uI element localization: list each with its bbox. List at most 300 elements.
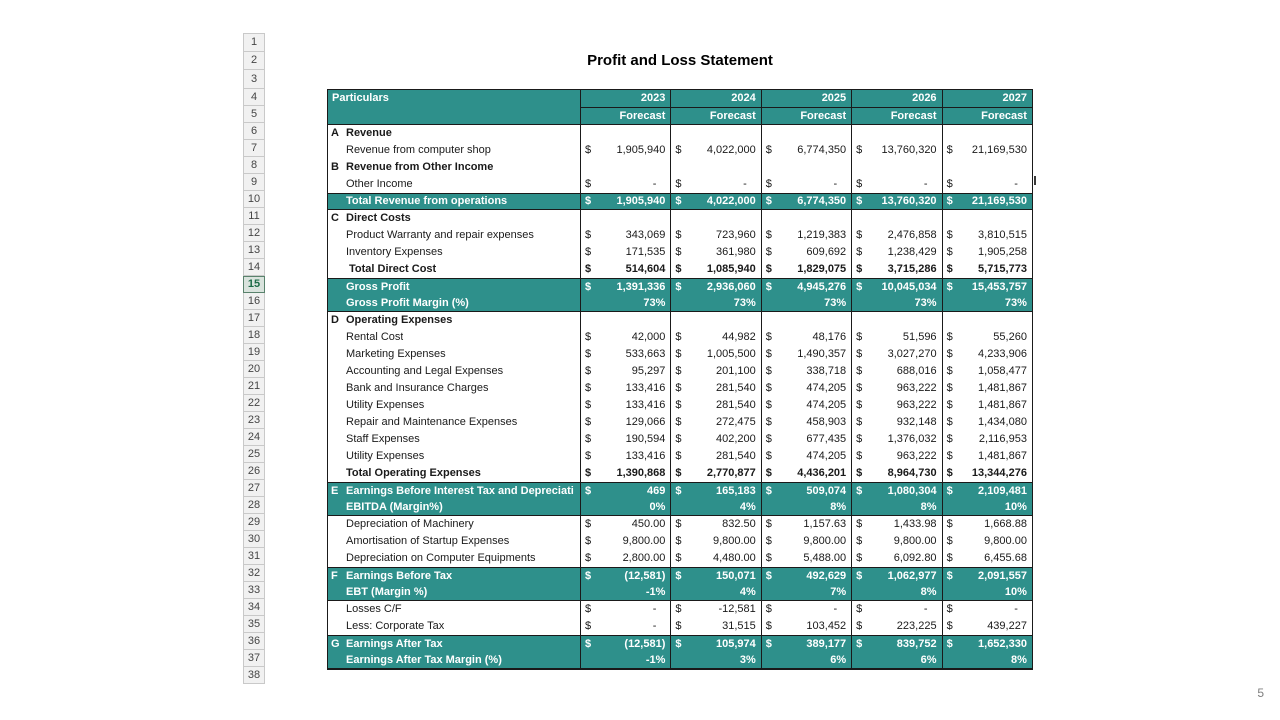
cell-money-32-1[interactable]	[670, 568, 760, 584]
cell-money-20-0[interactable]	[580, 363, 670, 380]
cell-pct-28-4[interactable]	[942, 499, 1032, 515]
header-forecast-2027[interactable]: Forecast	[942, 107, 1032, 124]
row-number-20[interactable]: 20	[243, 361, 265, 378]
cell-label-8[interactable]	[328, 159, 580, 176]
row-number-6[interactable]: 6	[243, 123, 265, 140]
cell-money-36-0[interactable]	[580, 636, 670, 652]
cell-pct-37-4[interactable]	[942, 652, 1032, 668]
cell-money-20-4[interactable]	[942, 363, 1032, 380]
cell-money-13-1[interactable]	[670, 244, 760, 261]
row-number-7[interactable]: 7	[243, 140, 265, 157]
cell-money-13-4[interactable]	[942, 244, 1032, 261]
cell-money-32-2[interactable]	[761, 568, 851, 584]
cell-money-12-3[interactable]	[851, 227, 941, 244]
cell-money-7-1[interactable]	[670, 142, 760, 159]
cell-label-27[interactable]	[328, 483, 580, 499]
money-value: 171,535	[625, 246, 666, 258]
cell-money-12-1[interactable]	[670, 227, 760, 244]
cell-pct-33-4[interactable]	[942, 584, 1032, 600]
cell-money-11-1[interactable]	[670, 210, 760, 227]
money-value: 6,092.80	[893, 552, 937, 564]
cell-money-6-0[interactable]	[580, 125, 670, 142]
currency-symbol: $	[946, 518, 953, 530]
currency-symbol: $	[765, 195, 772, 207]
cell-money-23-1[interactable]	[670, 414, 760, 431]
cell-money-15-0[interactable]	[580, 279, 670, 295]
cell-label-30[interactable]	[328, 533, 580, 550]
cell-money-34-3[interactable]	[851, 601, 941, 618]
cell-money-35-0[interactable]	[580, 618, 670, 635]
currency-symbol: $	[585, 552, 592, 564]
cell-label-21[interactable]	[328, 380, 580, 397]
row-number-35[interactable]: 35	[243, 616, 265, 633]
row-number-3[interactable]: 3	[243, 70, 265, 89]
cell-label-10[interactable]	[328, 194, 580, 209]
row-number-2[interactable]: 2	[243, 52, 265, 71]
cell-money-20-1[interactable]	[670, 363, 760, 380]
money-value: 190,594	[625, 433, 666, 445]
row-number-16[interactable]: 16	[243, 293, 265, 310]
cell-money-21-3[interactable]	[851, 380, 941, 397]
currency-symbol: $	[765, 552, 772, 564]
cell-money-7-4[interactable]	[942, 142, 1032, 159]
row-number-13[interactable]: 13	[243, 242, 265, 259]
header-forecast-2023[interactable]: Forecast	[580, 107, 670, 124]
row-number-12[interactable]: 12	[243, 225, 265, 242]
money-value: 1,005,500	[706, 348, 756, 360]
cell-money-15-2[interactable]	[761, 279, 851, 295]
row-number-19[interactable]: 19	[243, 344, 265, 361]
cell-money-24-0[interactable]	[580, 431, 670, 448]
currency-symbol: $	[675, 263, 682, 275]
cell-pct-28-3[interactable]	[851, 499, 941, 515]
cell-label-19[interactable]	[328, 346, 580, 363]
cell-money-21-0[interactable]	[580, 380, 670, 397]
cell-money-36-2[interactable]	[761, 636, 851, 652]
cell-money-18-0[interactable]	[580, 329, 670, 346]
cell-money-20-3[interactable]	[851, 363, 941, 380]
cell-money-25-3[interactable]	[851, 448, 941, 465]
row-number-9[interactable]: 9	[243, 174, 265, 191]
cell-money-12-4[interactable]	[942, 227, 1032, 244]
row-number-14[interactable]: 14	[243, 259, 265, 276]
cell-money-24-4[interactable]	[942, 431, 1032, 448]
cell-money-22-2[interactable]	[761, 397, 851, 414]
cell-money-19-0[interactable]	[580, 346, 670, 363]
cell-money-23-4[interactable]	[942, 414, 1032, 431]
currency-symbol: $	[856, 348, 863, 360]
cell-money-9-1[interactable]	[670, 176, 760, 193]
cell-money-22-0[interactable]	[580, 397, 670, 414]
money-value: 402,200	[716, 433, 756, 445]
cell-label-20[interactable]	[328, 363, 580, 380]
cell-label-18[interactable]	[328, 329, 580, 346]
cell-money-9-0[interactable]	[580, 176, 670, 193]
cell-pct-28-1[interactable]	[670, 499, 760, 515]
cell-money-12-2[interactable]	[761, 227, 851, 244]
header-forecast-2026[interactable]: Forecast	[851, 107, 941, 124]
cell-money-12-0[interactable]	[580, 227, 670, 244]
row-label: Earnings Before Tax	[346, 569, 453, 582]
cell-money-19-1[interactable]	[670, 346, 760, 363]
cell-label-11[interactable]	[328, 210, 580, 227]
cell-money-21-4[interactable]	[942, 380, 1032, 397]
row-number-17[interactable]: 17	[243, 310, 265, 327]
cell-money-17-1[interactable]	[670, 312, 760, 329]
cell-money-24-3[interactable]	[851, 431, 941, 448]
currency-symbol: $	[585, 603, 592, 615]
cell-money-26-3[interactable]	[851, 465, 941, 482]
cell-money-18-1[interactable]	[670, 329, 760, 346]
money-value: 1,238,429	[887, 246, 937, 258]
currency-symbol: $	[765, 263, 772, 275]
money-value: 723,960	[716, 229, 756, 241]
cell-label-37[interactable]	[328, 652, 580, 668]
cell-money-23-2[interactable]	[761, 414, 851, 431]
cell-money-29-3[interactable]	[851, 516, 941, 533]
cell-label-25[interactable]	[328, 448, 580, 465]
cell-money-8-4[interactable]	[942, 159, 1032, 176]
pct-value: 4%	[739, 585, 756, 598]
cell-pct-33-0[interactable]	[580, 584, 670, 600]
cell-money-31-3[interactable]	[851, 550, 941, 567]
section-letter: A	[331, 127, 339, 139]
cell-money-30-2[interactable]	[761, 533, 851, 550]
header-particulars[interactable]: Particulars	[332, 91, 389, 104]
cell-money-36-4[interactable]	[942, 636, 1032, 652]
row-number-38[interactable]: 38	[243, 667, 265, 684]
pct-value: 7%	[830, 585, 847, 598]
cell-money-32-0[interactable]	[580, 568, 670, 584]
cell-money-17-4[interactable]	[942, 312, 1032, 329]
row-number-1[interactable]: 1	[243, 33, 265, 52]
cell-money-13-3[interactable]	[851, 244, 941, 261]
cell-label-32[interactable]	[328, 568, 580, 584]
row-number-31[interactable]: 31	[243, 548, 265, 565]
money-value: 1,481,867	[978, 399, 1027, 411]
currency-symbol: $	[675, 603, 682, 615]
row-number-8[interactable]: 8	[243, 157, 265, 174]
cell-money-22-3[interactable]	[851, 397, 941, 414]
cell-label-28[interactable]	[328, 499, 580, 515]
cell-money-32-4[interactable]	[942, 568, 1032, 584]
cell-label-7[interactable]	[328, 142, 580, 159]
money-value: 688,016	[896, 365, 937, 377]
cell-money-17-3[interactable]	[851, 312, 941, 329]
row-number-5[interactable]: 5	[243, 106, 265, 123]
cell-label-13[interactable]	[328, 244, 580, 261]
cell-money-25-4[interactable]	[942, 448, 1032, 465]
cell-money-10-2[interactable]	[761, 194, 851, 209]
row-number-22[interactable]: 22	[243, 395, 265, 412]
currency-symbol: $	[856, 246, 863, 258]
cell-label-16[interactable]	[328, 295, 580, 311]
row-label: Utility Expenses	[346, 399, 425, 411]
cell-pct-37-3[interactable]	[851, 652, 941, 668]
row-number-10[interactable]: 10	[243, 191, 265, 208]
table-row-17	[328, 312, 1032, 329]
cell-pct-16-0[interactable]	[580, 295, 670, 311]
currency-symbol: $	[585, 535, 592, 547]
cell-money-6-2[interactable]	[761, 125, 851, 142]
cell-label-35[interactable]	[328, 618, 580, 635]
cell-money-22-1[interactable]	[670, 397, 760, 414]
cell-label-34[interactable]	[328, 601, 580, 618]
cell-money-26-2[interactable]	[761, 465, 851, 482]
cell-label-29[interactable]	[328, 516, 580, 533]
cell-money-14-4[interactable]	[942, 261, 1032, 278]
row-number-18[interactable]: 18	[243, 327, 265, 344]
row-number-33[interactable]: 33	[243, 582, 265, 599]
cell-money-36-3[interactable]	[851, 636, 941, 652]
cell-money-21-2[interactable]	[761, 380, 851, 397]
currency-symbol: $	[856, 552, 863, 564]
cell-money-21-1[interactable]	[670, 380, 760, 397]
cell-label-26[interactable]	[328, 465, 580, 482]
cell-money-11-0[interactable]	[580, 210, 670, 227]
row-number-24[interactable]: 24	[243, 429, 265, 446]
cell-money-30-3[interactable]	[851, 533, 941, 550]
cell-money-8-1[interactable]	[670, 159, 760, 176]
cell-pct-16-3[interactable]	[851, 295, 941, 311]
cell-money-19-3[interactable]	[851, 346, 941, 363]
cell-pct-16-1[interactable]	[670, 295, 760, 311]
cell-money-27-1[interactable]	[670, 483, 760, 499]
cell-money-31-0[interactable]	[580, 550, 670, 567]
row-label: Total Direct Cost	[349, 263, 437, 275]
cell-money-22-4[interactable]	[942, 397, 1032, 414]
cell-money-8-2[interactable]	[761, 159, 851, 176]
cell-pct-16-2[interactable]	[761, 295, 851, 311]
header-year-2027[interactable]: 2027	[942, 90, 1032, 107]
cell-money-27-2[interactable]	[761, 483, 851, 499]
row-label: Gross Profit	[346, 280, 410, 293]
cell-money-35-3[interactable]	[851, 618, 941, 635]
header-year-2025[interactable]: 2025	[761, 90, 851, 107]
cell-label-33[interactable]	[328, 584, 580, 600]
table-row-27	[328, 482, 1032, 499]
money-value: 55,260	[993, 331, 1027, 343]
cell-money-10-3[interactable]	[851, 194, 941, 209]
cell-money-29-0[interactable]	[580, 516, 670, 533]
cell-money-30-0[interactable]	[580, 533, 670, 550]
cell-money-19-4[interactable]	[942, 346, 1032, 363]
cell-money-35-4[interactable]	[942, 618, 1032, 635]
cell-money-31-4[interactable]	[942, 550, 1032, 567]
cell-money-7-2[interactable]	[761, 142, 851, 159]
row-label: EBITDA (Margin%)	[346, 500, 443, 513]
row-number-37[interactable]: 37	[243, 650, 265, 667]
cell-money-7-0[interactable]	[580, 142, 670, 159]
cell-money-17-0[interactable]	[580, 312, 670, 329]
row-number-36[interactable]: 36	[243, 633, 265, 650]
header-year-2024[interactable]: 2024	[670, 90, 760, 107]
money-value: 103,452	[806, 620, 847, 632]
cell-money-31-2[interactable]	[761, 550, 851, 567]
header-year-2026[interactable]: 2026	[851, 90, 941, 107]
cell-money-25-2[interactable]	[761, 448, 851, 465]
currency-symbol: $	[765, 518, 772, 530]
cell-money-26-4[interactable]	[942, 465, 1032, 482]
pct-value: 6%	[920, 653, 937, 666]
cell-money-15-1[interactable]	[670, 279, 760, 295]
cell-money-8-3[interactable]	[851, 159, 941, 176]
cell-money-10-4[interactable]	[942, 194, 1032, 209]
row-number-34[interactable]: 34	[243, 599, 265, 616]
cell-money-20-2[interactable]	[761, 363, 851, 380]
cell-money-24-1[interactable]	[670, 431, 760, 448]
cell-money-9-4[interactable]	[942, 176, 1032, 193]
row-number-27[interactable]: 27	[243, 480, 265, 497]
money-value: 223,225	[896, 620, 937, 632]
cell-money-27-4[interactable]	[942, 483, 1032, 499]
money-value: 4,022,000	[706, 144, 756, 156]
cell-money-9-3[interactable]	[851, 176, 941, 193]
cell-money-31-1[interactable]	[670, 550, 760, 567]
row-number-15[interactable]: 15	[243, 276, 265, 293]
cell-money-25-1[interactable]	[670, 448, 760, 465]
money-value: 514,604	[625, 263, 666, 275]
money-value: -	[652, 603, 657, 615]
cell-pct-37-2[interactable]	[761, 652, 851, 668]
cell-money-6-3[interactable]	[851, 125, 941, 142]
cell-money-30-4[interactable]	[942, 533, 1032, 550]
cell-pct-16-4[interactable]	[942, 295, 1032, 311]
cell-money-11-2[interactable]	[761, 210, 851, 227]
cell-pct-33-3[interactable]	[851, 584, 941, 600]
cell-money-35-1[interactable]	[670, 618, 760, 635]
row-number-25[interactable]: 25	[243, 446, 265, 463]
cell-money-27-3[interactable]	[851, 483, 941, 499]
cell-label-15[interactable]	[328, 279, 580, 295]
cell-money-9-2[interactable]	[761, 176, 851, 193]
currency-symbol: $	[765, 229, 772, 241]
cell-money-26-0[interactable]	[580, 465, 670, 482]
money-value: 361,980	[716, 246, 756, 258]
cell-money-18-2[interactable]	[761, 329, 851, 346]
cell-money-34-4[interactable]	[942, 601, 1032, 618]
cell-money-34-1[interactable]	[670, 601, 760, 618]
cell-money-13-0[interactable]	[580, 244, 670, 261]
row-label: Revenue	[346, 127, 392, 139]
row-number-23[interactable]: 23	[243, 412, 265, 429]
cell-money-26-1[interactable]	[670, 465, 760, 482]
cell-pct-37-0[interactable]	[580, 652, 670, 668]
header-forecast-2025[interactable]: Forecast	[761, 107, 851, 124]
cell-pct-33-1[interactable]	[670, 584, 760, 600]
money-value: 1,390,868	[616, 467, 666, 479]
cell-money-27-0[interactable]	[580, 483, 670, 499]
row-number-21[interactable]: 21	[243, 378, 265, 395]
money-value: 1,219,383	[797, 229, 847, 241]
cell-money-6-4[interactable]	[942, 125, 1032, 142]
currency-symbol: $	[765, 280, 772, 293]
header-year-2023[interactable]: 2023	[580, 90, 670, 107]
cell-money-25-0[interactable]	[580, 448, 670, 465]
cell-money-29-1[interactable]	[670, 516, 760, 533]
currency-symbol: $	[946, 484, 953, 497]
cell-money-14-0[interactable]	[580, 261, 670, 278]
cell-money-29-4[interactable]	[942, 516, 1032, 533]
cell-money-30-1[interactable]	[670, 533, 760, 550]
cell-pct-33-2[interactable]	[761, 584, 851, 600]
cell-money-14-1[interactable]	[670, 261, 760, 278]
cell-money-18-3[interactable]	[851, 329, 941, 346]
cell-money-19-2[interactable]	[761, 346, 851, 363]
currency-symbol: $	[856, 416, 863, 428]
row-label: Staff Expenses	[346, 433, 420, 445]
money-value: -	[923, 603, 928, 615]
cell-pct-37-1[interactable]	[670, 652, 760, 668]
cell-label-24[interactable]	[328, 431, 580, 448]
row-number-32[interactable]: 32	[243, 565, 265, 582]
cell-money-32-3[interactable]	[851, 568, 941, 584]
cell-money-8-0[interactable]	[580, 159, 670, 176]
cell-money-15-3[interactable]	[851, 279, 941, 295]
row-number-11[interactable]: 11	[243, 208, 265, 225]
row-number-30[interactable]: 30	[243, 531, 265, 548]
row-number-26[interactable]: 26	[243, 463, 265, 480]
header-forecast-2024[interactable]: Forecast	[670, 107, 760, 124]
money-value: 609,692	[806, 246, 847, 258]
cell-money-15-4[interactable]	[942, 279, 1032, 295]
cell-label-31[interactable]	[328, 550, 580, 567]
currency-symbol: $	[856, 399, 863, 411]
cell-money-10-1[interactable]	[670, 194, 760, 209]
cell-money-29-2[interactable]	[761, 516, 851, 533]
cell-label-17[interactable]	[328, 312, 580, 329]
row-number-29[interactable]: 29	[243, 514, 265, 531]
cell-label-14[interactable]	[328, 261, 580, 278]
money-value: 1,905,258	[978, 246, 1027, 258]
cell-label-12[interactable]	[328, 227, 580, 244]
row-label: Amortisation of Startup Expenses	[346, 535, 510, 547]
cell-label-6[interactable]	[328, 125, 580, 142]
cell-money-23-0[interactable]	[580, 414, 670, 431]
cell-money-14-2[interactable]	[761, 261, 851, 278]
currency-symbol: $	[675, 382, 682, 394]
cell-money-35-2[interactable]	[761, 618, 851, 635]
cell-money-11-3[interactable]	[851, 210, 941, 227]
cell-money-18-4[interactable]	[942, 329, 1032, 346]
currency-symbol: $	[585, 382, 592, 394]
cell-money-14-3[interactable]	[851, 261, 941, 278]
cell-money-23-3[interactable]	[851, 414, 941, 431]
cell-money-34-2[interactable]	[761, 601, 851, 618]
cell-label-36[interactable]	[328, 636, 580, 652]
cell-pct-28-2[interactable]	[761, 499, 851, 515]
row-number-28[interactable]: 28	[243, 497, 265, 514]
cell-money-10-0[interactable]	[580, 194, 670, 209]
pct-value: 8%	[1011, 653, 1027, 666]
cell-money-13-2[interactable]	[761, 244, 851, 261]
cell-label-22[interactable]	[328, 397, 580, 414]
cell-money-36-1[interactable]	[670, 636, 760, 652]
cell-money-34-0[interactable]	[580, 601, 670, 618]
cell-money-17-2[interactable]	[761, 312, 851, 329]
cell-money-6-1[interactable]	[670, 125, 760, 142]
cell-money-7-3[interactable]	[851, 142, 941, 159]
money-value: 13,760,320	[881, 144, 937, 156]
cell-label-23[interactable]	[328, 414, 580, 431]
cell-money-24-2[interactable]	[761, 431, 851, 448]
cell-pct-28-0[interactable]	[580, 499, 670, 515]
row-number-4[interactable]: 4	[243, 89, 265, 106]
pct-value: 73%	[914, 296, 937, 309]
currency-symbol: $	[675, 569, 682, 582]
cell-money-11-4[interactable]	[942, 210, 1032, 227]
cell-label-9[interactable]	[328, 176, 580, 193]
